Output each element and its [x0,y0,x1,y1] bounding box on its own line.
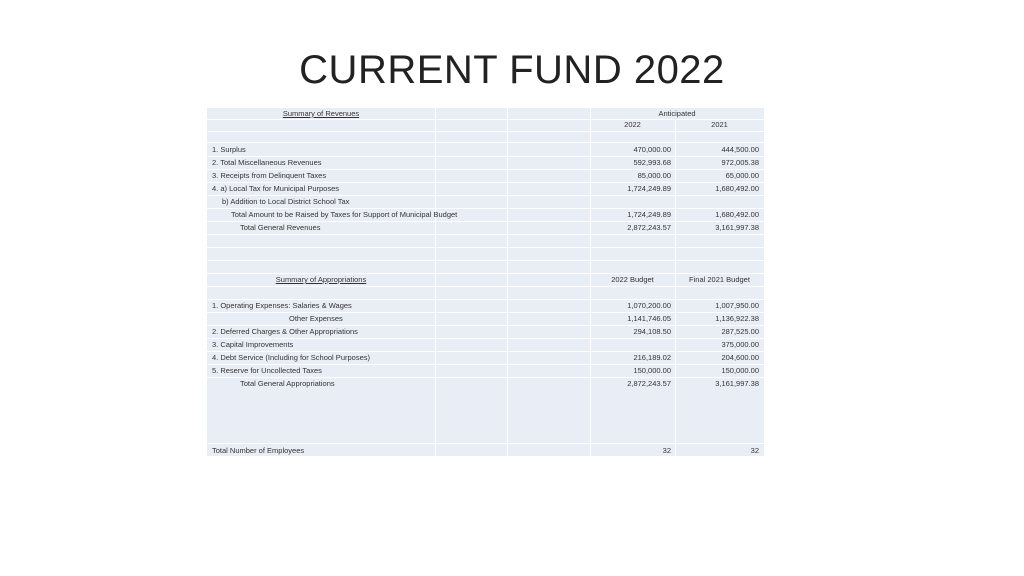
appropriation-total-label: Total General Appropriations [240,379,335,388]
row-divider [207,131,764,132]
appropriation-total-2021: 3,161,997.38 [715,379,759,388]
employees-label: Total Number of Employees [212,446,305,455]
revenue-label: 2. Total Miscellaneous Revenues [212,158,322,167]
budget-table [207,107,764,457]
appropriation-label: 4. Debt Service (Including for School Purposes) [212,353,370,362]
revenue-value-2021 [675,195,759,208]
revenue-total-label: Total General Revenues [240,223,321,232]
revenue-value-2021: 65,000.00 [725,171,759,180]
appropriation-value-2022: 1,141,746.05 [627,314,671,323]
appropriation-label: 3. Capital Improvements [212,340,294,349]
appropriation-value-2021: 150,000.00 [721,366,759,375]
revenue-value-2022 [590,195,671,208]
revenue-label: 1. Surplus [212,145,246,154]
revenues-header: Summary of Revenues [282,109,360,118]
revenue-value-2021: 1,680,492.00 [715,184,759,193]
appropriation-label: Other Expenses [289,314,343,323]
appropriation-value-2021: 1,136,922.38 [715,314,759,323]
appropriation-value-2022 [590,338,671,351]
revenue-label: 4. a) Local Tax for Municipal Purposes [212,184,340,193]
revenue-value-2022: 1,724,249.89 [627,210,671,219]
revenue-value-2021: 972,005.38 [721,158,759,167]
revenue-value-2021: 444,500.00 [721,145,759,154]
appropriation-value-2022: 216,189.02 [633,353,671,362]
revenue-total-2021: 3,161,997.38 [715,223,759,232]
anticipated-header: Anticipated [658,109,696,118]
row-divider [207,234,764,235]
column-header-2022-budget: 2022 Budget [611,275,654,284]
appropriation-value-2021: 204,600.00 [721,353,759,362]
page-title: CURRENT FUND 2022 [299,48,725,92]
revenue-label: Total Amount to be Raised by Taxes for Support of Municipal Budget [231,210,458,219]
revenue-value-2022: 470,000.00 [633,145,671,154]
appropriation-value-2021: 1,007,950.00 [715,301,759,310]
column-header-2022: 2022 [624,120,641,129]
appropriations-header: Summary of Appropriations [275,275,367,284]
revenue-total-2022: 2,872,243.57 [627,223,671,232]
revenue-value-2022: 85,000.00 [637,171,671,180]
row-divider [207,260,764,261]
column-header-2021: 2021 [711,120,728,129]
column-header-final-2021-budget: Final 2021 Budget [689,275,750,284]
revenue-value-2022: 1,724,249.89 [627,184,671,193]
column-divider [435,107,436,457]
revenue-label: 3. Receipts from Delinquent Taxes [212,171,327,180]
appropriation-total-2022: 2,872,243.57 [627,379,671,388]
row-divider [207,286,764,287]
row-divider [207,247,764,248]
revenue-label: b) Addition to Local District School Tax [222,197,350,206]
appropriation-label: 1. Operating Expenses: Salaries & Wages [212,301,352,310]
appropriation-label: 5. Reserve for Uncollected Taxes [212,366,322,375]
column-divider [507,107,508,457]
appropriation-label: 2. Deferred Charges & Other Appropriations [212,327,358,336]
appropriation-value-2021: 375,000.00 [721,340,759,349]
revenue-value-2021: 1,680,492.00 [715,210,759,219]
appropriation-value-2022: 1,070,200.00 [627,301,671,310]
employees-value-2022: 32 [662,446,671,455]
appropriation-value-2021: 287,525.00 [721,327,759,336]
revenue-value-2022: 592,993.68 [633,158,671,167]
appropriation-value-2022: 150,000.00 [633,366,671,375]
employees-value-2021: 32 [750,446,759,455]
appropriation-value-2022: 294,108.50 [633,327,671,336]
